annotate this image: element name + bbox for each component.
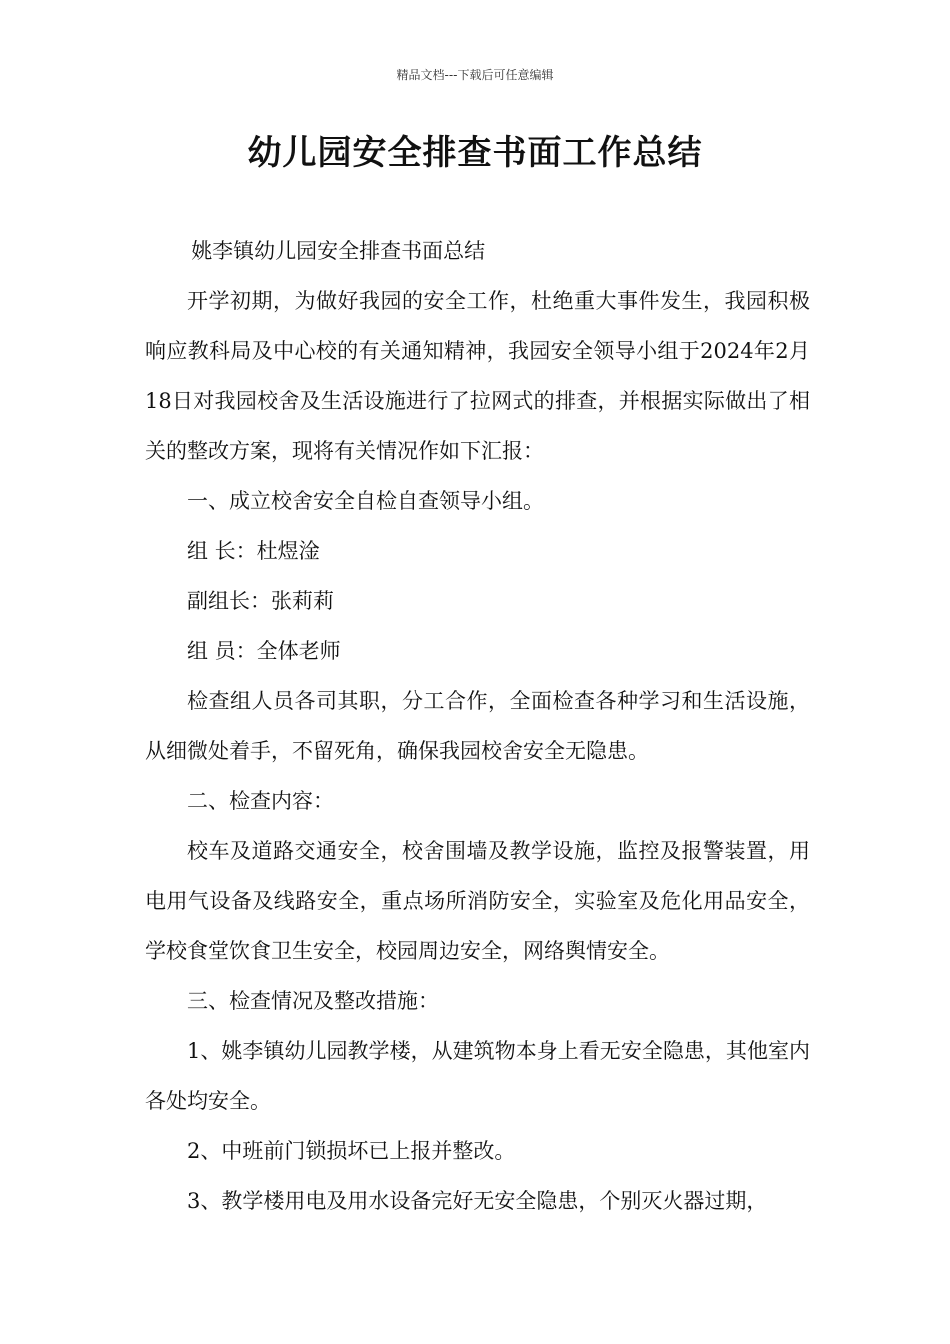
team-members: 组 员：全体老师: [187, 639, 341, 663]
paragraph-duties: 检查组人员各司其职，分工合作，全面检查各种学习和生活设施，从细微处着手，不留死角，确保我园校舍安全无隐患。: [145, 689, 810, 763]
section-heading-3: 三、检查情况及整改措施：: [187, 989, 439, 1013]
paragraph-intro: 开学初期，为做好我园的安全工作，杜绝重大事件发生，我园积极响应教科局及中心校的有关通知精神，我园安全领导小组于2024年2月18日对我园校舍及生活设施进行了拉网式的排查，并根据实际做出了相关的整改方案，现将有关情况作如下汇报：: [145, 289, 810, 463]
paragraph-inspection-content: 校车及道路交通安全，校舍围墙及教学设施，监控及报警装置，用电用气设备及线路安全，重点场所消防安全，实验室及危化用品安全，学校食堂饮食卫生安全，校园周边安全，网络舆情安全。: [145, 839, 810, 963]
section-heading-2: 二、检查内容：: [187, 789, 334, 813]
finding-item-1: 1、姚李镇幼儿园教学楼，从建筑物本身上看无安全隐患，其他室内各处均安全。: [145, 1039, 810, 1113]
team-leader: 组 长：杜煜淦: [187, 539, 320, 563]
team-deputy: 副组长：张莉莉: [187, 589, 334, 613]
document-subtitle: 姚李镇幼儿园安全排查书面总结: [191, 239, 486, 263]
section-heading-1: 一、成立校舍安全自检自查领导小组。: [187, 489, 544, 513]
finding-item-2: 2、中班前门锁损坏已上报并整改。: [187, 1139, 516, 1163]
document-body: [145, 226, 810, 1226]
document-title: 幼儿园安全排查书面工作总结: [247, 133, 703, 173]
finding-item-3: 3、教学楼用电及用水设备完好无安全隐患，个别灭火器过期，: [187, 1189, 768, 1213]
header-note: 精品文档---下载后可任意编辑: [396, 68, 554, 82]
